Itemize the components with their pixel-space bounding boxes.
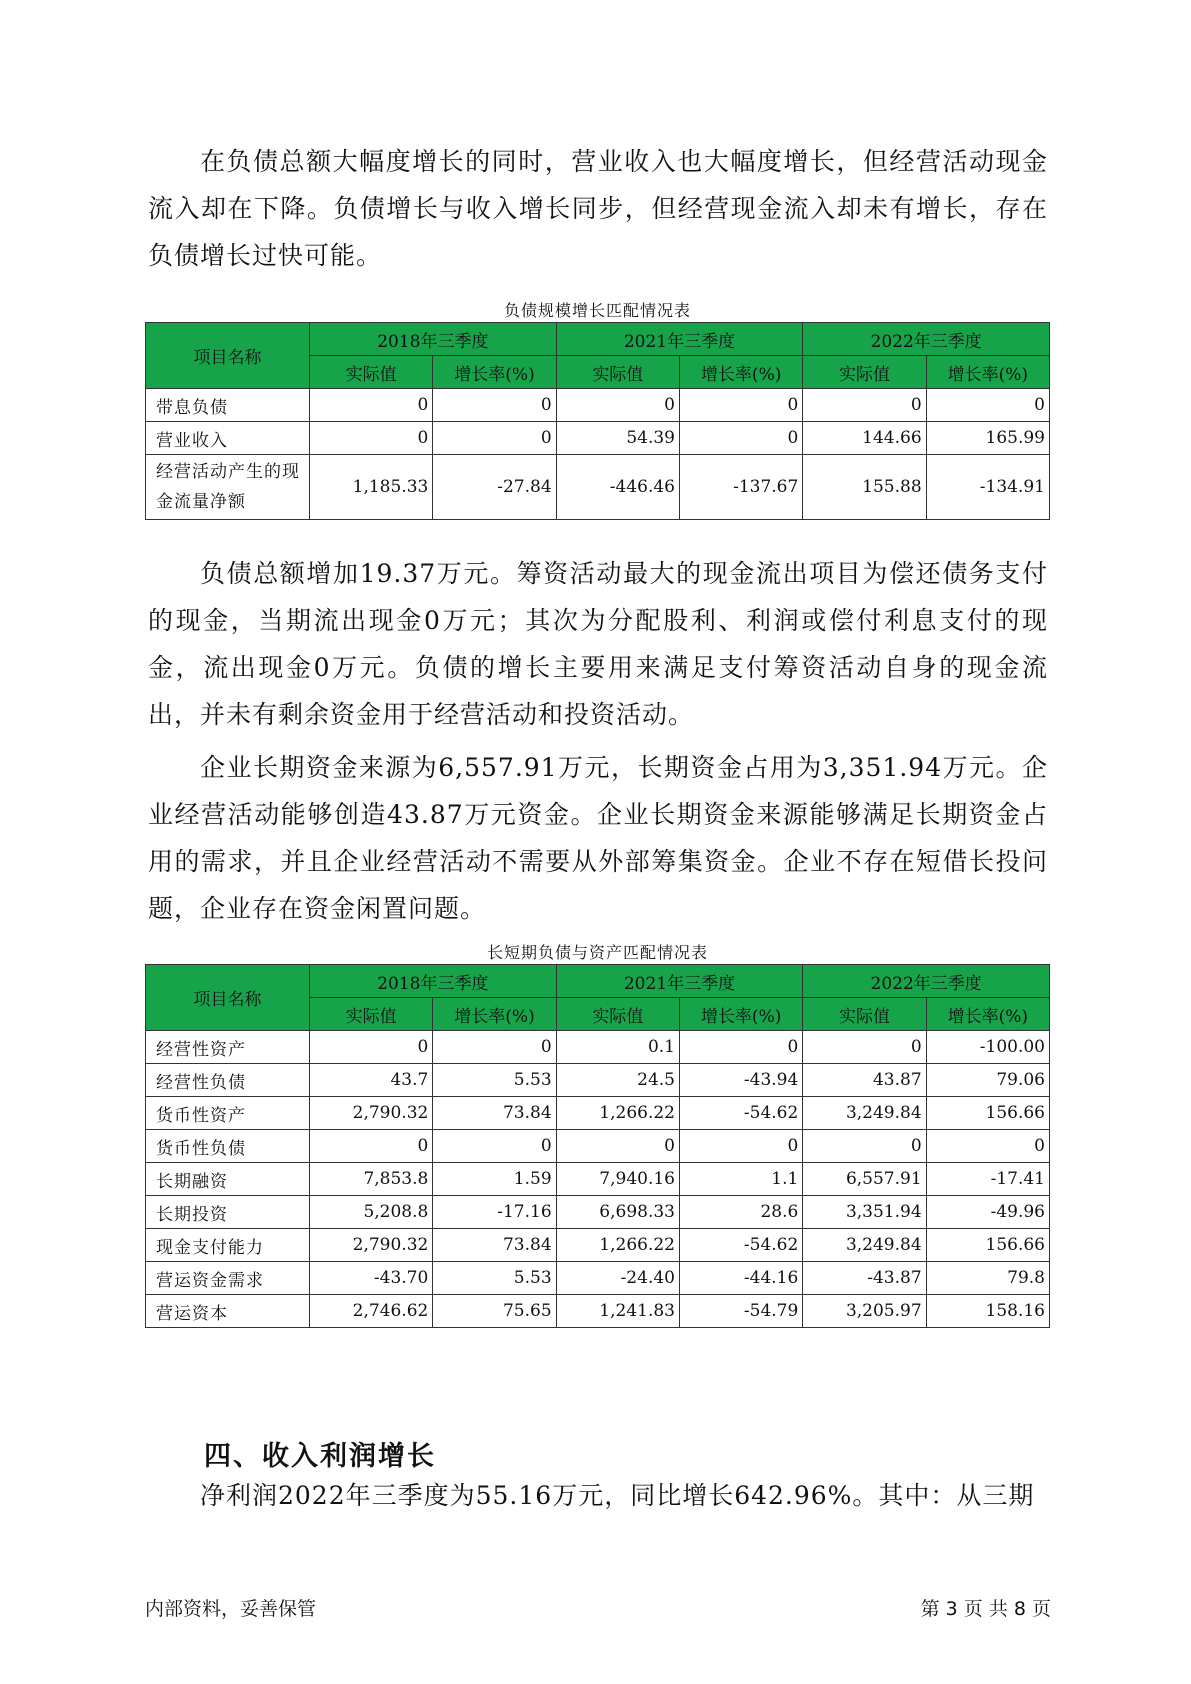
cell: 0	[926, 389, 1049, 422]
cell: 2,790.32	[310, 1229, 433, 1262]
cell: 43.7	[310, 1064, 433, 1097]
table-row	[146, 1064, 1050, 1097]
cell: -100.00	[926, 1031, 1049, 1064]
cell: 3,351.94	[803, 1196, 926, 1229]
cell: 1,241.83	[556, 1295, 679, 1328]
cell: 5.53	[433, 1262, 556, 1295]
cell: 0	[556, 389, 679, 422]
cell: 5.53	[433, 1064, 556, 1097]
row-name: 带息负债	[146, 389, 310, 422]
cell: 73.84	[433, 1229, 556, 1262]
cell: 1,266.22	[556, 1097, 679, 1130]
cell: -54.62	[679, 1097, 802, 1130]
cell: 0	[310, 389, 433, 422]
row-name: 营运资金需求	[146, 1262, 310, 1295]
table-row	[146, 455, 1050, 520]
cell: 0.1	[556, 1031, 679, 1064]
row-name: 长期投资	[146, 1196, 310, 1229]
cell: -43.94	[679, 1064, 802, 1097]
cell: 0	[310, 422, 433, 455]
paragraph-liability-total: 负债总额增加19.37万元。筹资活动最大的现金流出项目为偿还债务支付的现金，当期流出现金0万元；其次为分配股利、利润或偿付利息支付的现金，流出现金0万元。负债的增长主要用来满足支付筹资活动自身的现金流出，并未有剩余资金用于经营活动和投资活动。	[148, 559, 1048, 729]
cell: -49.96	[926, 1196, 1049, 1229]
cell: -446.46	[556, 455, 679, 520]
footer-confidential: 内部资料，妥善保管	[145, 1598, 317, 1620]
cell: 54.39	[556, 422, 679, 455]
cell: 0	[803, 1031, 926, 1064]
cell: 28.6	[679, 1196, 802, 1229]
row-name: 经营性资产	[146, 1031, 310, 1064]
cell: 1.59	[433, 1163, 556, 1196]
cell: 3,205.97	[803, 1295, 926, 1328]
table-row	[146, 1295, 1050, 1328]
row-name: 经营活动产生的现金流量净额	[146, 455, 310, 520]
header-growth: 增长率(%)	[679, 998, 802, 1031]
cell: 0	[433, 389, 556, 422]
cell: 0	[679, 389, 802, 422]
section-heading: 四、收入利润增长	[204, 1441, 436, 1472]
row-name: 现金支付能力	[146, 1229, 310, 1262]
paragraph-long-term-funds: 企业长期资金来源为6,557.91万元，长期资金占用为3,351.94万元。企业经营活动能够创造43.87万元资金。企业长期资金来源能够满足长期资金占用的需求，并且企业经营活动不需要从外部筹集资金。企业不存在短借长投问题，企业存在资金闲置问题。	[148, 753, 1048, 923]
cell: 79.06	[926, 1064, 1049, 1097]
cell: -137.67	[679, 455, 802, 520]
cell: 2,746.62	[310, 1295, 433, 1328]
cell: 6,557.91	[803, 1163, 926, 1196]
header-growth: 增长率(%)	[926, 356, 1049, 389]
cell: 7,940.16	[556, 1163, 679, 1196]
cell: 0	[433, 1031, 556, 1064]
cell: 0	[679, 1130, 802, 1163]
cell: 144.66	[803, 422, 926, 455]
cell: -54.62	[679, 1229, 802, 1262]
cell: 79.8	[926, 1262, 1049, 1295]
paragraph-liability-growth: 在负债总额大幅度增长的同时，营业收入也大幅度增长，但经营活动现金流入却在下降。负债增长与收入增长同步，但经营现金流入却未有增长，存在负债增长过快可能。	[148, 147, 1048, 270]
cell: 1,185.33	[310, 455, 433, 520]
table-row	[146, 1262, 1050, 1295]
cell: 165.99	[926, 422, 1049, 455]
cell: -17.16	[433, 1196, 556, 1229]
row-name: 货币性资产	[146, 1097, 310, 1130]
cell: 0	[310, 1031, 433, 1064]
cell: 0	[310, 1130, 433, 1163]
cell: 158.16	[926, 1295, 1049, 1328]
header-period-2018: 2018年三季度	[310, 323, 557, 356]
table-row	[146, 1229, 1050, 1262]
cell: 24.5	[556, 1064, 679, 1097]
cell: 155.88	[803, 455, 926, 520]
table-row	[146, 389, 1050, 422]
cell: 7,853.8	[310, 1163, 433, 1196]
header-actual: 实际值	[310, 998, 433, 1031]
header-period-2021: 2021年三季度	[556, 965, 803, 998]
header-actual: 实际值	[556, 998, 679, 1031]
row-name: 经营性负债	[146, 1064, 310, 1097]
cell: -24.40	[556, 1262, 679, 1295]
cell: 0	[556, 1130, 679, 1163]
header-period-2021: 2021年三季度	[556, 323, 803, 356]
paragraph-net-profit: 净利润2022年三季度为55.16万元，同比增长642.96%。其中：从三期	[200, 1481, 1035, 1510]
header-actual: 实际值	[803, 998, 926, 1031]
cell: 0	[433, 1130, 556, 1163]
cell: -134.91	[926, 455, 1049, 520]
header-actual: 实际值	[803, 356, 926, 389]
header-growth: 增长率(%)	[433, 998, 556, 1031]
cell: 1.1	[679, 1163, 802, 1196]
cell: 75.65	[433, 1295, 556, 1328]
header-growth: 增长率(%)	[926, 998, 1049, 1031]
header-period-2022: 2022年三季度	[803, 965, 1050, 998]
cell: 0	[803, 1130, 926, 1163]
table-row	[146, 1130, 1050, 1163]
cell: 0	[679, 422, 802, 455]
cell: -44.16	[679, 1262, 802, 1295]
cell: 156.66	[926, 1097, 1049, 1130]
table-row	[146, 1196, 1050, 1229]
cell: -54.79	[679, 1295, 802, 1328]
row-name: 货币性负债	[146, 1130, 310, 1163]
table-row	[146, 1163, 1050, 1196]
cell: -27.84	[433, 455, 556, 520]
cell: -17.41	[926, 1163, 1049, 1196]
table-row	[146, 1097, 1050, 1130]
cell: 2,790.32	[310, 1097, 433, 1130]
cell: 6,698.33	[556, 1196, 679, 1229]
cell: 73.84	[433, 1097, 556, 1130]
table-row	[146, 422, 1050, 455]
row-name: 长期融资	[146, 1163, 310, 1196]
long-short-term-match-table	[145, 964, 1050, 1328]
row-name: 营业收入	[146, 422, 310, 455]
cell: 43.87	[803, 1064, 926, 1097]
footer-page-number: 第 3 页 共 8 页	[920, 1598, 1051, 1620]
cell: 0	[803, 389, 926, 422]
cell: 3,249.84	[803, 1229, 926, 1262]
cell: -43.70	[310, 1262, 433, 1295]
cell: 0	[679, 1031, 802, 1064]
cell: -43.87	[803, 1262, 926, 1295]
row-name: 营运资本	[146, 1295, 310, 1328]
table1-caption: 负债规模增长匹配情况表	[503, 301, 691, 320]
header-growth: 增长率(%)	[433, 356, 556, 389]
cell: 156.66	[926, 1229, 1049, 1262]
cell: 0	[926, 1130, 1049, 1163]
cell: 5,208.8	[310, 1196, 433, 1229]
table2-caption: 长短期负债与资产匹配情况表	[486, 943, 708, 962]
header-actual: 实际值	[556, 356, 679, 389]
table2-body	[146, 1031, 1050, 1328]
table-row	[146, 1031, 1050, 1064]
header-period-2018: 2018年三季度	[310, 965, 557, 998]
header-item-name: 项目名称	[146, 965, 310, 1031]
header-actual: 实际值	[310, 356, 433, 389]
cell: 1,266.22	[556, 1229, 679, 1262]
cell: 3,249.84	[803, 1097, 926, 1130]
header-growth: 增长率(%)	[679, 356, 802, 389]
liability-scale-table	[145, 322, 1050, 520]
header-period-2022: 2022年三季度	[803, 323, 1050, 356]
cell: 0	[433, 422, 556, 455]
header-item-name: 项目名称	[146, 323, 310, 389]
